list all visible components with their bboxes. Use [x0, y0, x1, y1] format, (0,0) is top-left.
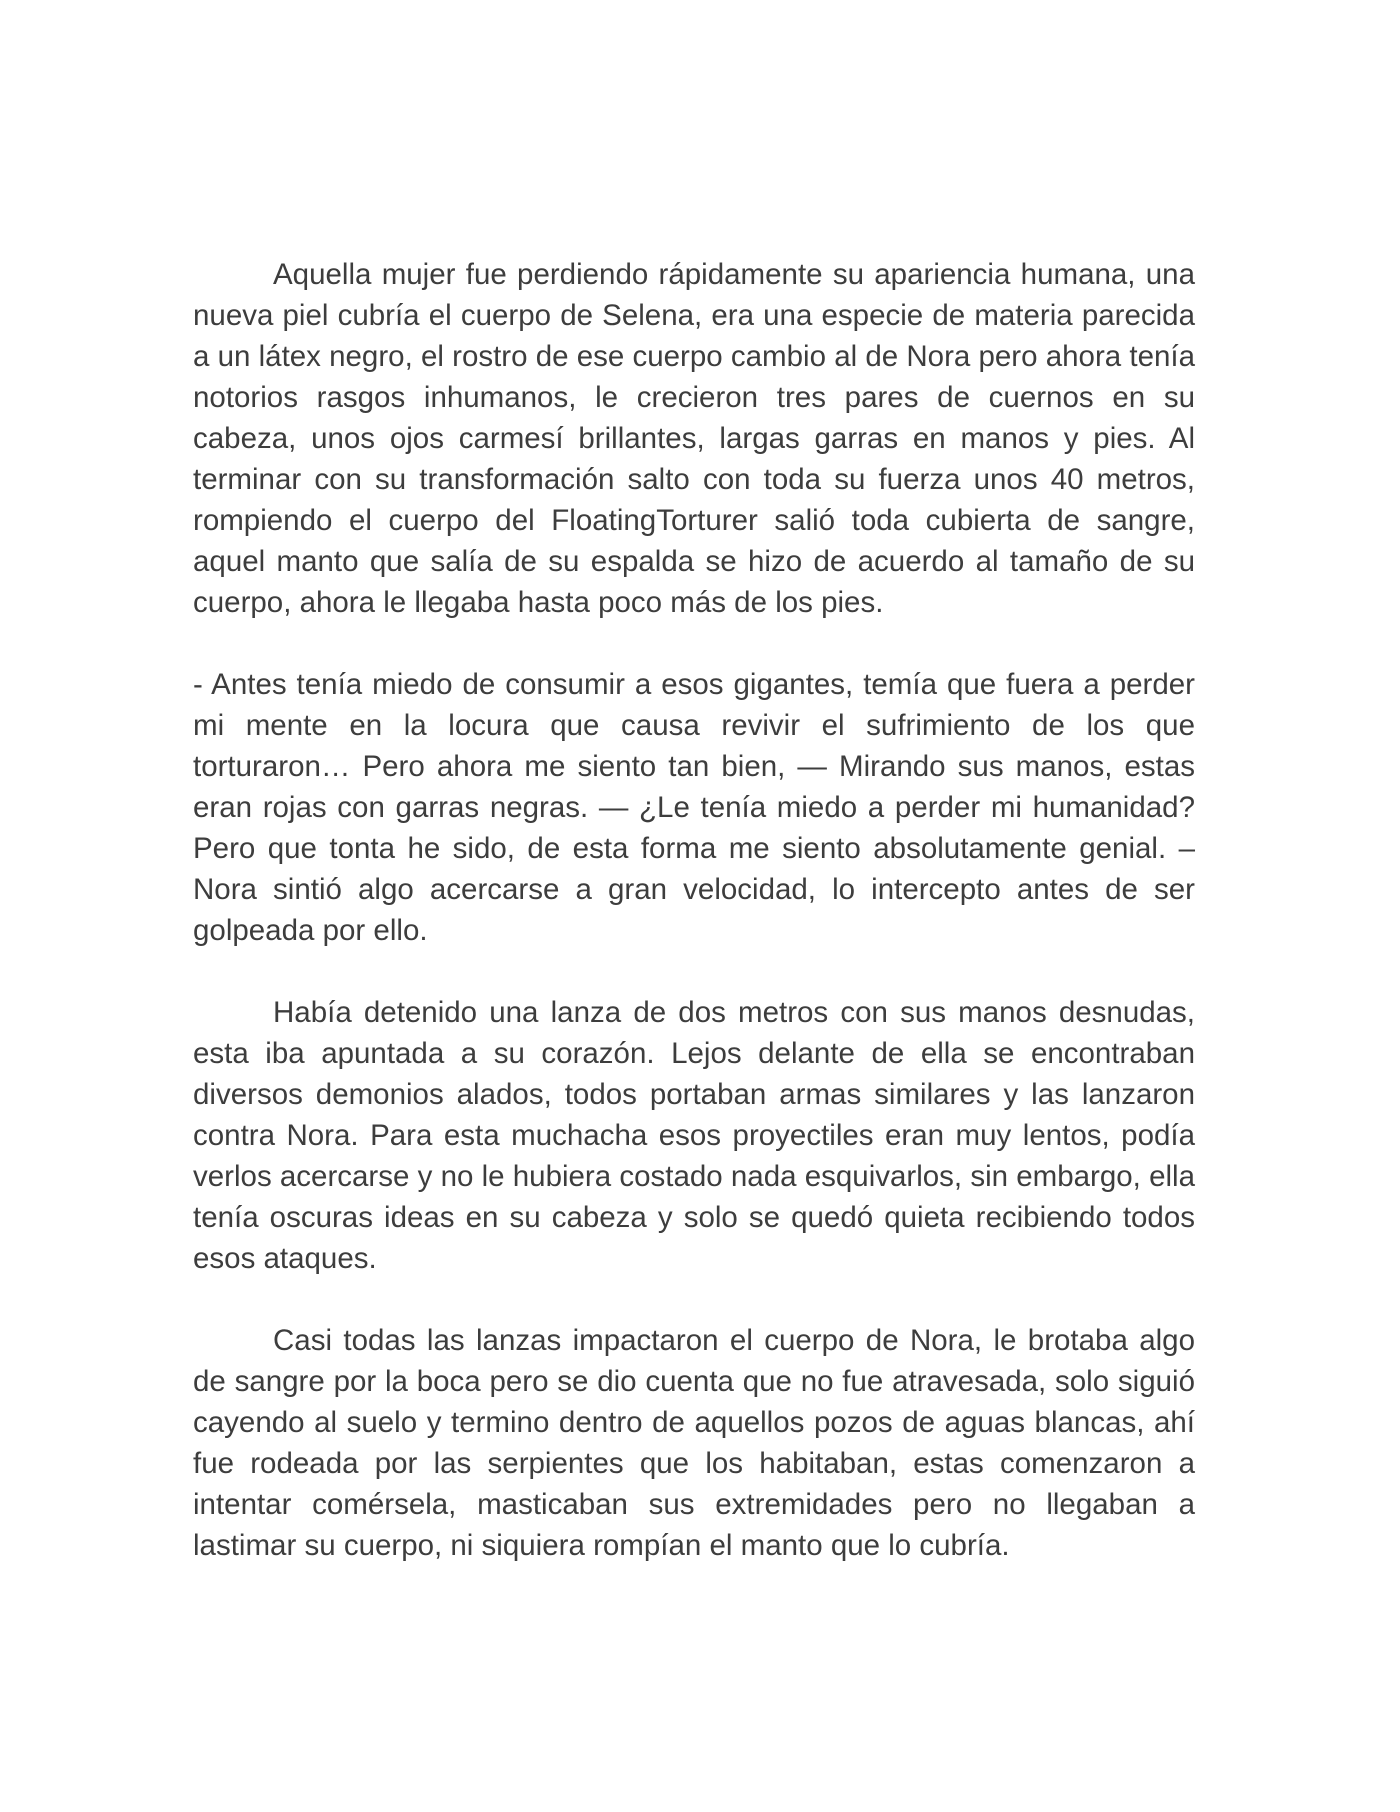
paragraph-3: Había detenido una lanza de dos metros con sus manos desnudas, esta iba apuntada a su corazón. Lejos delante de ella se encontraban diversos demonios alados, todos portaban armas similares y las lanzaron contra Nora. Para esta muchacha esos proyectiles eran muy lentos, podía verlos acercarse y no le hubiera costado nada esquivarlos, sin embargo, ella tenía oscuras ideas en su cabeza y solo se quedó quieta recibiendo todos esos ataques. [193, 996, 1195, 1275]
body-text [193, 254, 1195, 1607]
paragraph-4: Casi todas las lanzas impactaron el cuerpo de Nora, le brotaba algo de sangre por la boca pero se dio cuenta que no fue atravesada, solo siguió cayendo al suelo y termino dentro de aquellos pozos de aguas blancas, ahí fue rodeada por las serpientes que los habitaban, estas comenzaron a intentar comérsela, masticaban sus extremidades pero no llegaban a lastimar su cuerpo, ni siquiera rompían el manto que lo cubría. [193, 1324, 1195, 1562]
paragraph-1: Aquella mujer fue perdiendo rápidamente su apariencia humana, una nueva piel cubría el cuerpo de Selena, era una especie de materia parecida a un látex negro, el rostro de ese cuerpo cambio al de Nora pero ahora tenía notorios rasgos inhumanos, le crecieron tres pares de cuernos en su cabeza, unos ojos carmesí brillantes, largas garras en manos y pies. Al terminar con su transformación salto con toda su fuerza unos 40 metros, rompiendo el cuerpo del FloatingTorturer salió toda cubierta de sangre, aquel manto que salía de su espalda se hizo de acuerdo al tamaño de su cuerpo, ahora le llegaba hasta poco más de los pies. [193, 258, 1195, 619]
paragraph-2: - Antes tenía miedo de consumir a esos gigantes, temía que fuera a perder mi mente en la locura que causa revivir el sufrimiento de los que torturaron… Pero ahora me siento tan bien, — Mirando sus manos, estas eran rojas con garras negras. — ¿Le tenía miedo a perder mi humanidad? Pero que tonta he sido, de esta forma me siento absolutamente genial. – Nora sintió algo acercarse a gran velocidad, lo intercepto antes de ser golpeada por ello. [193, 668, 1195, 947]
